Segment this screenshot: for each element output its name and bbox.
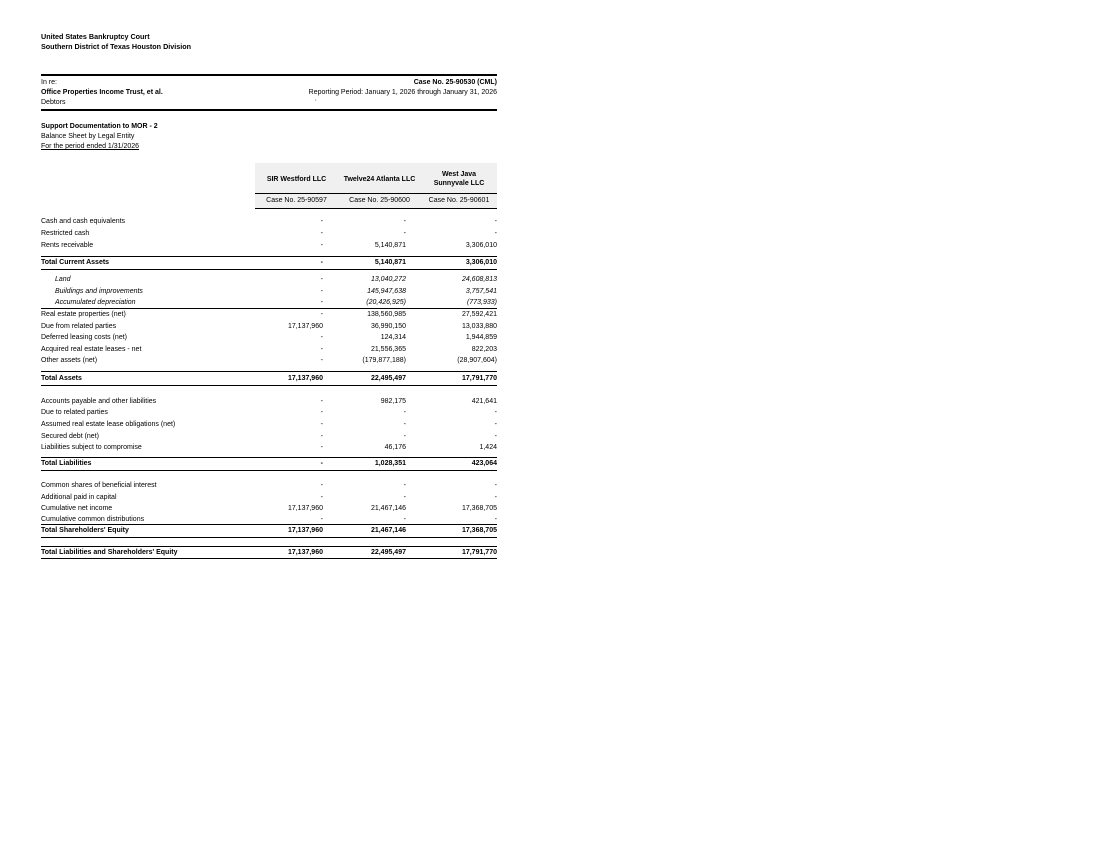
table-row xyxy=(41,240,497,251)
cell-value: 13,040,272 xyxy=(370,276,406,283)
row-label: Real estate properties (net) xyxy=(41,311,126,318)
table-row xyxy=(41,355,497,366)
total-row xyxy=(41,373,497,384)
table-row xyxy=(41,344,497,355)
cell-value: - xyxy=(320,494,323,501)
row-label: Liabilities subject to compromise xyxy=(41,444,142,451)
cell-value: - xyxy=(403,433,406,440)
cell-value: 982,175 xyxy=(380,398,406,405)
cell-value: 423,064 xyxy=(471,460,497,467)
support-heading xyxy=(41,122,158,152)
total-row xyxy=(41,257,497,268)
column-case-number: Case No. 25-90597 xyxy=(255,193,338,209)
row-label: Total Assets xyxy=(41,375,82,382)
row-label: Other assets (net) xyxy=(41,357,98,364)
cell-value: - xyxy=(494,421,497,428)
cell-value: - xyxy=(403,494,406,501)
row-label: Common shares of beneficial interest xyxy=(41,482,157,489)
table-row xyxy=(41,216,497,227)
column-name: West Java Sunnyvale LLC xyxy=(433,171,485,187)
cell-value: - xyxy=(320,334,323,341)
balance-sheet-document xyxy=(41,30,497,556)
table-row xyxy=(41,286,497,297)
row-label: Secured debt (net) xyxy=(41,433,99,440)
table-row xyxy=(41,442,497,453)
reporting-period: Reporting Period: January 1, 2026 through January 31, 2026 xyxy=(308,89,497,96)
cell-value: - xyxy=(494,230,497,237)
cell-value: - xyxy=(320,218,323,225)
cell-value: - xyxy=(403,482,406,489)
cell-value: - xyxy=(320,346,323,353)
cell-value: 21,556,365 xyxy=(370,346,406,353)
table-row xyxy=(41,503,497,514)
cell-value: - xyxy=(494,433,497,440)
column-case-number: Case No. 25-90600 xyxy=(338,193,421,209)
cell-value: 3,306,010 xyxy=(465,242,497,249)
cell-value: 3,306,010 xyxy=(465,259,497,266)
table-row xyxy=(41,309,497,320)
cell-value: - xyxy=(494,494,497,501)
row-label: Cumulative net income xyxy=(41,505,113,512)
case-number: Case No. 25-90530 (CML) xyxy=(413,79,497,86)
column-name: Twelve24 Atlanta LLC xyxy=(343,175,416,183)
table-row xyxy=(41,332,497,343)
column-case-number: Case No. 25-90601 xyxy=(421,193,497,209)
total-line-bottom xyxy=(41,537,497,538)
cell-value: - xyxy=(494,482,497,489)
cell-value: - xyxy=(320,460,323,467)
row-label: Total Liabilities and Shareholders' Equity xyxy=(41,549,178,556)
table-row xyxy=(41,396,497,407)
cell-value: - xyxy=(403,516,406,523)
cell-value: - xyxy=(320,259,323,266)
table-row xyxy=(41,228,497,239)
cell-value: 17,137,960 xyxy=(287,323,323,330)
case-header-right xyxy=(309,78,497,104)
cell-value: 1,028,351 xyxy=(374,460,406,467)
row-label: Deferred leasing costs (net) xyxy=(41,334,127,341)
cell-value: 5,140,871 xyxy=(374,259,406,266)
cell-value: (20,426,925) xyxy=(366,299,406,306)
cell-value: - xyxy=(320,230,323,237)
cell-value: 17,137,960 xyxy=(287,375,323,382)
stray-dot: · xyxy=(314,97,317,104)
row-label: Rents receivable xyxy=(41,242,94,249)
support-period: For the period ended 1/31/2026 xyxy=(41,143,140,150)
table-row xyxy=(41,407,497,418)
row-label: Land xyxy=(55,276,71,283)
cell-value: - xyxy=(403,409,406,416)
cell-value: - xyxy=(403,230,406,237)
cell-value: - xyxy=(320,311,323,318)
cell-value: - xyxy=(320,242,323,249)
in-re-label: In re: xyxy=(41,79,57,86)
cell-value: 21,467,146 xyxy=(370,527,406,534)
total-line-bottom xyxy=(41,385,497,386)
cell-value: - xyxy=(494,409,497,416)
cell-value: - xyxy=(320,482,323,489)
cell-value: 1,424 xyxy=(479,444,497,451)
cell-value: - xyxy=(320,516,323,523)
row-label: Assumed real estate lease obligations (net) xyxy=(41,421,176,428)
cell-value: - xyxy=(320,276,323,283)
grand-total-line-bottom xyxy=(41,558,497,559)
cell-value: 17,791,770 xyxy=(461,549,497,556)
cell-value: 22,495,497 xyxy=(370,375,406,382)
cell-value: - xyxy=(494,218,497,225)
row-label: Accounts payable and other liabilities xyxy=(41,398,157,405)
cell-value: (773,933) xyxy=(467,299,497,306)
cell-value: - xyxy=(494,516,497,523)
cell-value: - xyxy=(320,444,323,451)
debtor-name: Office Properties Income Trust, et al. xyxy=(41,89,163,96)
column-header-west-java-sunnyvale xyxy=(421,163,497,208)
cell-value: - xyxy=(320,421,323,428)
table-row xyxy=(41,274,497,285)
row-label: Additional paid in capital xyxy=(41,494,117,501)
cell-value: - xyxy=(403,421,406,428)
cell-value: 27,592,421 xyxy=(461,311,497,318)
table-row xyxy=(41,419,497,430)
cell-value: 46,176 xyxy=(384,444,406,451)
cell-value: - xyxy=(320,398,323,405)
total-line-top xyxy=(41,371,497,372)
row-label: Total Current Assets xyxy=(41,259,110,266)
row-label: Total Liabilities xyxy=(41,460,92,467)
cell-value: 124,314 xyxy=(380,334,406,341)
table-row xyxy=(41,321,497,332)
cell-value: 17,137,960 xyxy=(287,527,323,534)
table-row xyxy=(41,431,497,442)
table-row xyxy=(41,480,497,491)
cell-value: 36,990,150 xyxy=(370,323,406,330)
cell-value: 3,757,541 xyxy=(465,288,497,295)
total-row xyxy=(41,525,497,536)
cell-value: - xyxy=(320,409,323,416)
total-line-bottom xyxy=(41,470,497,471)
table-row xyxy=(41,297,497,308)
cell-value: (179,877,188) xyxy=(362,357,406,364)
column-name: SIR Westford LLC xyxy=(266,175,327,183)
row-label: Cash and cash equivalents xyxy=(41,218,126,225)
court-heading xyxy=(41,32,497,51)
column-header-sir-westford xyxy=(255,163,338,208)
cell-value: - xyxy=(320,288,323,295)
total-row xyxy=(41,458,497,469)
support-subtitle: Balance Sheet by Legal Entity xyxy=(41,133,135,140)
court-division: Southern District of Texas Houston Division xyxy=(41,41,192,51)
row-label: Total Shareholders' Equity xyxy=(41,527,129,534)
cell-value: 17,137,960 xyxy=(287,505,323,512)
cell-value: - xyxy=(320,433,323,440)
row-label: Restricted cash xyxy=(41,230,90,237)
cell-value: 17,137,960 xyxy=(287,549,323,556)
cell-value: 13,033,880 xyxy=(461,323,497,330)
cell-value: 22,495,497 xyxy=(370,549,406,556)
cell-value: 21,467,146 xyxy=(370,505,406,512)
cell-value: - xyxy=(403,218,406,225)
table-row xyxy=(41,492,497,503)
case-header xyxy=(41,74,497,111)
row-label: Acquired real estate leases - net xyxy=(41,346,142,353)
cell-value: - xyxy=(320,299,323,306)
cell-value: 822,203 xyxy=(471,346,497,353)
cell-value: 138,560,985 xyxy=(367,311,406,318)
row-label: Due from related parties xyxy=(41,323,117,330)
cell-value: 5,140,871 xyxy=(374,242,406,249)
total-line-bottom xyxy=(41,269,497,270)
cell-value: 145,947,638 xyxy=(367,288,406,295)
cell-value: 17,368,705 xyxy=(461,527,497,534)
row-label: Buildings and improvements xyxy=(55,288,143,295)
grand-total-row xyxy=(41,547,497,558)
case-header-left xyxy=(41,78,163,108)
debtors-label: Debtors xyxy=(41,99,66,106)
court-name: United States Bankruptcy Court xyxy=(41,32,150,41)
cell-value: 17,368,705 xyxy=(461,505,497,512)
cell-value: - xyxy=(320,357,323,364)
row-label: Cumulative common distributions xyxy=(41,516,145,523)
cell-value: (28,907,604) xyxy=(457,357,497,364)
cell-value: 1,944,859 xyxy=(465,334,497,341)
cell-value: 24,608,813 xyxy=(461,276,497,283)
cell-value: 421,641 xyxy=(471,398,497,405)
cell-value: 17,791,770 xyxy=(461,375,497,382)
column-header-twelve24-atlanta xyxy=(338,163,421,208)
row-label: Due to related parties xyxy=(41,409,108,416)
row-label: Accumulated depreciation xyxy=(55,299,136,306)
support-title: Support Documentation to MOR - 2 xyxy=(41,123,158,130)
